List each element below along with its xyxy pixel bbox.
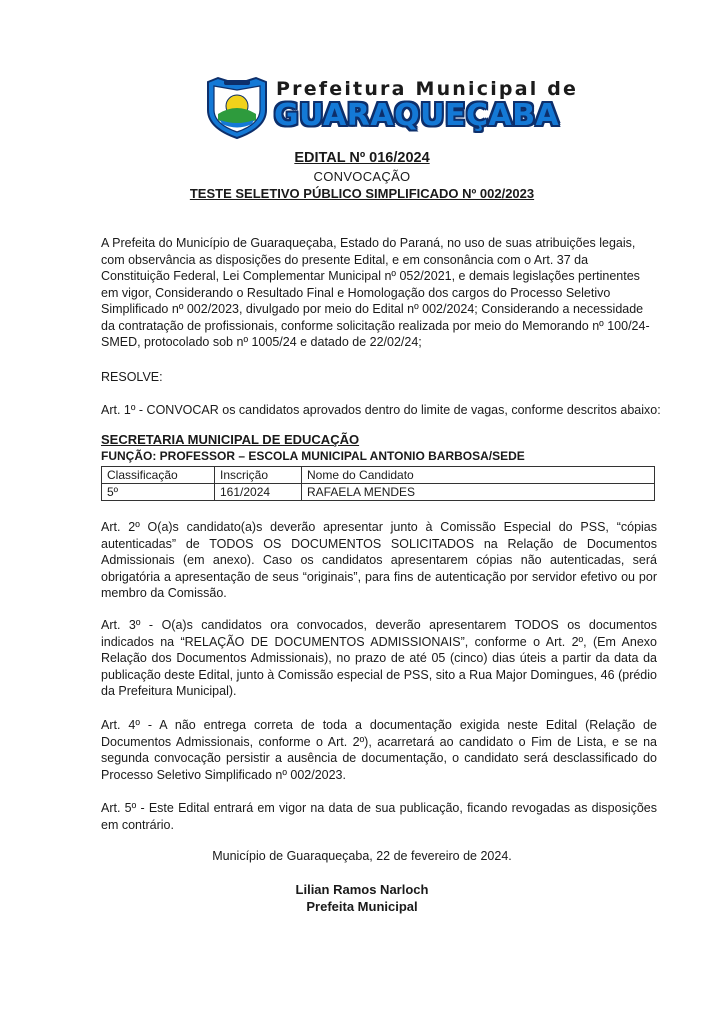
table-row: [102, 484, 655, 501]
table-cell: RAFAELA MENDES: [302, 484, 655, 501]
column-header: Classificação: [102, 467, 215, 484]
table-header-row: [102, 467, 655, 484]
article-4: Art. 4º - A não entrega correta de toda a documentação exigida neste Edital (Relação de Documentos Admissionais, conforme o Art. 2º), acarretará ao candidato o Fim de Lista, e se na segunda convocação persistir a ausência de documentação, o candidato será desclassificado do Processo Seletivo Simplificado nº 002/2023.: [101, 718, 657, 782]
signatory-role: Prefeita Municipal: [306, 899, 418, 914]
intro-paragraph: A Prefeita do Município de Guaraqueçaba, Estado do Paraná, no uso de suas atribuições legais, com observância as disposições do presente Edital, e em consonância com o Art. 37 da Constituição Federal, Lei Complementar Municipal nº 052/2021, e demais legislações pertinentes em vigor, Considerando o Resultado Final e Homologação dos cargos do Processo Seletivo Simplificado nº 002/2023, divulgado por meio do Edital nº 002/2024; Considerando a necessidade da contratação de profissionais, conforme solicitação realizada por meio do Memorando nº 100/24-SMED, protocolado sob nº 1005/24 e datado de 22/02/24;: [101, 236, 650, 349]
signatory-name: Lilian Ramos Narloch: [295, 882, 429, 897]
article-2: Art. 2º O(a)s candidato(a)s deverão apresentar junto à Comissão Especial do PSS, “cópias autenticadas” de TODOS OS DOCUMENTOS SOLICITADOS na Relação de Documentos Admissionais (em anexo). Caso os candidatos apresentarem cópias não autenticadas, será obrigatória a apresentação de seus “originais”, para fins de autenticação por servidor efetivo ou por membro da Comissão.: [101, 520, 657, 600]
edital-title: EDITAL Nº 016/2024: [294, 150, 430, 166]
article-1: Art. 1º - CONVOCAR os candidatos aprovados dentro do limite de vagas, conforme descritos abaixo:: [101, 403, 661, 417]
process-title: TESTE SELETIVO PÚBLICO SIMPLIFICADO Nº 002/2023: [189, 186, 535, 201]
table-cell: 5º: [102, 484, 215, 501]
brand-prefix: Prefeitura Municipal de: [276, 78, 579, 100]
candidates-table: [101, 466, 655, 501]
function-heading: FUNÇÃO: PROFESSOR – ESCOLA MUNICIPAL ANTONIO BARBOSA/SEDE: [101, 449, 525, 463]
letterhead: [204, 76, 579, 140]
article-5: Art. 5º - Este Edital entrará em vigor na data de sua publicação, ficando revogadas as disposições em contrário.: [101, 801, 657, 832]
column-header: Nome do Candidato: [302, 467, 655, 484]
column-header: Inscrição: [215, 467, 302, 484]
municipal-crest-icon: [204, 76, 270, 140]
article-3: Art. 3º - O(a)s candidatos ora convocados, deverão apresentarem TODOS os documentos indicados na “RELAÇÃO DE DOCUMENTOS ADMISSIONAIS”, conforme o Art. 2º, (Em Anexo Relação dos Documentos Admissionais), no prazo de até 05 (cinco) dias úteis a partir da data da publicação deste Edital, junto à Comissão especial de PSS, sito a Rua Major Domingues, 46 (prédio da Prefeitura Municipal).: [101, 618, 657, 698]
edital-subtitle: CONVOCAÇÃO: [313, 169, 411, 184]
department-heading: SECRETARIA MUNICIPAL DE EDUCAÇÃO: [101, 432, 360, 447]
date-line: Município de Guaraqueçaba, 22 de fevereiro de 2024.: [212, 849, 512, 863]
brand-city-name: GUARAQUEÇABA: [274, 98, 560, 133]
resolve-label: RESOLVE:: [101, 370, 163, 384]
table-cell: 161/2024: [215, 484, 302, 501]
